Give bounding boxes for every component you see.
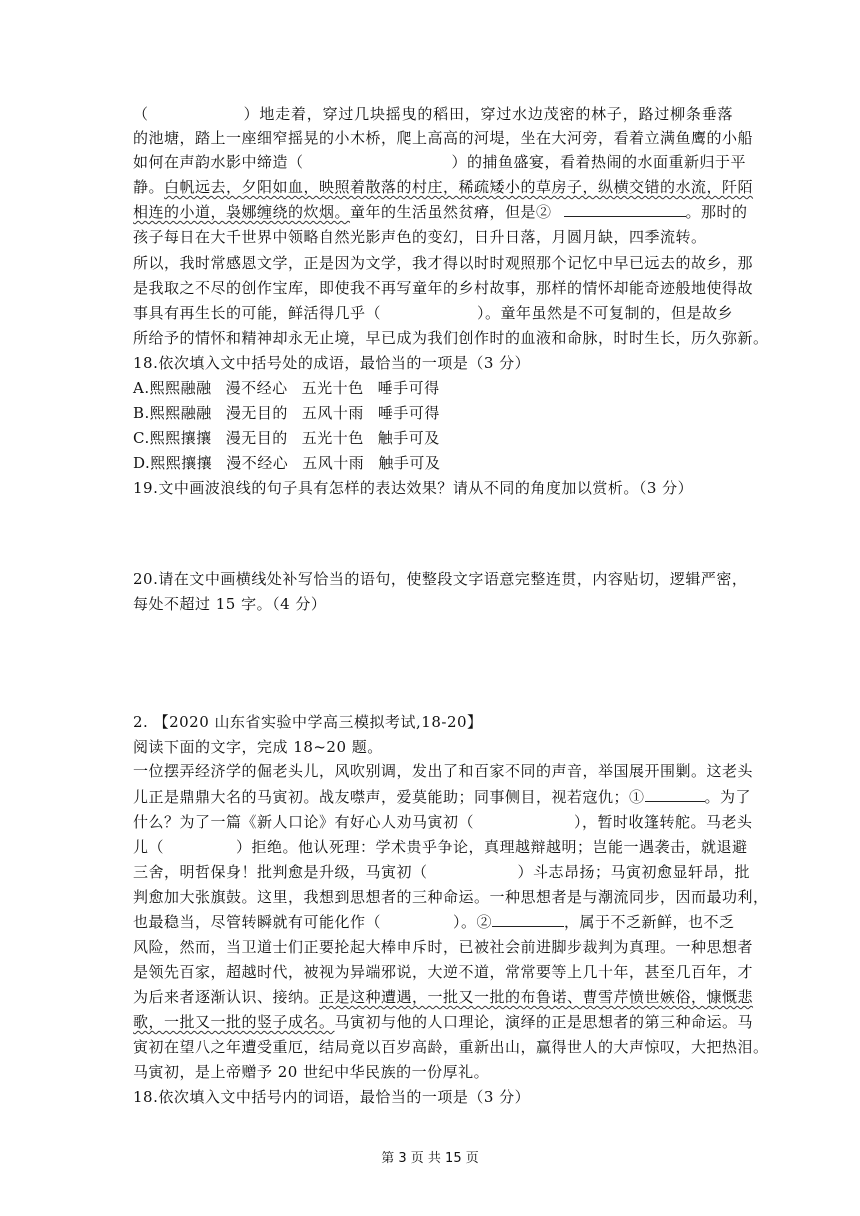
passage1-line-6: 孩子每日在大千世界中领略自然光影声色的变幻，日升日落，月圆月缺，四季流转。 [133,228,707,246]
option-word: 熙熙融融 [149,379,212,397]
option-word: 五风十雨 [301,404,364,422]
option-word: 漫无目的 [225,429,288,447]
option-word: 五风十雨 [302,454,365,472]
fill-in-blank-2[interactable] [564,202,686,217]
question-20-line-2: 每处不超过 15 字。（4 分） [133,595,327,613]
text-segment: ），暂时收篷转舵。马老头 [574,813,753,831]
option-label: D. [133,454,151,472]
text-segment: 也最稳当，尽管转瞬就有可能化作（ [133,913,382,931]
passage1-line-4 [133,177,754,197]
option-d[interactable] [133,453,733,473]
text-segment: 静。 [133,178,165,196]
option-word: 漫不经心 [225,379,288,397]
wavy-underlined-sentence: 正是这种遭遇，一批又一批的布鲁诺、曹雪芹愤世嫉俗，慷慨悲 [319,988,754,1006]
option-word: 唾手可得 [377,379,440,397]
fill-in-blank-2[interactable] [492,912,564,927]
section2-line-7 [133,912,733,932]
text-segment: 事具有再生长的可能，鲜活得几乎（ [133,304,382,322]
option-label: A. [133,379,150,397]
wavy-underlined-sentence: 白帆远去，夕阳如血，映照着散落的村庄，稀疏矮小的草房子，纵横交错的水流，阡陌 [164,178,754,196]
passage1-line-3 [133,152,747,172]
option-a[interactable] [133,378,733,398]
option-label: B. [133,404,150,422]
fill-in-blank-1[interactable] [645,787,705,802]
question-20-line-1: 20.请在文中画横线处补写恰当的语句，使整段文字语意完整连贯，内容贴切，逻辑严密， [133,570,748,588]
text-segment: 如何在声韵水影中缔造（ [133,153,304,171]
section2-line-2 [133,787,752,807]
text-segment: ，属于不乏新鲜，也不乏 [564,913,735,931]
section2-line-8: 风险，然而，当卫道士们正要抡起大棒申斥时，已被社会前进脚步裁判为真理。一种思想者 [133,938,754,956]
section2-line-9: 是领先百家，超越时代，被视为异端邪说，大逆不道，常常要等上几十年，甚至几百年，才 [133,963,754,981]
text-segment: 童年的生活虽然贫瘠，但是② [350,203,552,221]
passage1-line-2: 的池塘，踏上一座细窄摇晃的小木桥，爬上高高的河堤，坐在大河旁，看着立满鱼鹰的小船 [133,129,754,147]
text-segment: 马寅初与他的人口理论，演绎的正是思想者的第三种命运。马 [334,1013,754,1031]
section2-line-13: 马寅初，是上帝赠予 20 世纪中华民族的一份厚礼。 [133,1063,490,1081]
option-word: 触手可及 [378,454,441,472]
section-2-heading: 2. 【2020 山东省实验中学高三模拟考试,18-20】 [133,713,483,731]
text-segment: ）拒绝。他认死理：学术贵乎争论，真理越辩越明；岂能一遇袭击，就退避 [236,838,748,856]
page-footer: 第 3 页 共 15 页 [381,1151,479,1166]
option-word: 漫无目的 [225,404,288,422]
passage1-line-9 [133,303,733,323]
section2-line-5 [133,862,751,882]
passage1-line-10: 所给予的情怀和精神却永无止境，早已成为我们创作时的血液和命脉，时时生长，历久弥新。 [133,329,769,347]
option-c[interactable] [133,428,733,448]
text-segment: 为后来者逐渐认识、接纳。 [133,988,320,1006]
section2-line-1: 一位摆弄经济学的倔老头儿，风吹别调，发出了和百家不同的声音，举国展开围剿。这老头 [133,762,754,780]
text-segment: ）斗志昂扬；马寅初愈显轩昂，批 [517,863,751,881]
text-segment: 儿正是鼎鼎大名的马寅初。战友噤声，爱莫能助；同事侧目，视若寇仇；① [133,788,645,806]
option-word: 熙熙攘攘 [149,429,212,447]
text-segment: ）的捕鱼盛宴，看着热闹的水面重新归于平 [451,153,747,171]
text-segment: 什么？为了一篇《新人口论》有好心人劝马寅初（ [133,813,475,831]
option-word: 熙熙融融 [149,404,212,422]
text-segment: 儿（ [133,838,165,856]
option-word: 唾手可得 [377,404,440,422]
passage1-line-5 [133,202,748,222]
passage1-line-7: 所以，我时常感恩文学，正是因为文学，我才得以时时观照那个记忆中早已远去的故乡，那 [133,254,754,272]
wavy-underlined-sentence: 歌，一批又一批的竖子成名。 [133,1013,335,1031]
option-word: 五光十色 [301,379,364,397]
option-b[interactable] [133,403,733,423]
section2-line-6: 判愈加大张旗鼓。这里，我想到思想者的三种命运。一种思想者是与潮流同步，因而最功利， [133,888,769,906]
option-word: 触手可及 [377,429,440,447]
option-label: C. [133,429,150,447]
option-word: 五光十色 [301,429,364,447]
section2-line-4 [133,837,748,857]
wavy-underlined-sentence: 相连的小道，袅娜缠绕的炊烟。 [133,203,351,221]
text-segment: ）。② [453,913,493,931]
section2-line-11 [133,1012,754,1032]
section-2-intro: 阅读下面的文字，完成 18~20 题。 [133,738,383,756]
text-segment: 。为了 [704,788,752,806]
text-segment: 三舍，明哲保身！批判愈是升级，马寅初（ [133,863,428,881]
text-segment: 。那时的 [685,203,748,221]
section-2-question-18: 18.依次填入文中括号内的词语，最恰当的一项是（3 分） [133,1088,531,1106]
text-segment: ）。童年虽然是不可复制的，但是故乡 [477,304,734,322]
passage1-line-1: （ ）地走着，穿过几块摇曳的稻田，穿过水边茂密的林子，路过柳条垂落 [133,105,733,123]
option-word: 漫不经心 [226,454,289,472]
section2-line-12: 寅初在望八之年遭受重厄，结局竟以百岁高龄，重新出山，赢得世人的大声惊叹，大把热泪。 [133,1038,769,1056]
section2-line-3 [133,812,753,832]
question-19: 19.文中画波浪线的句子具有怎样的表达效果？请从不同的角度加以赏析。（3 分） [133,479,694,497]
option-word: 熙熙攘攘 [150,454,213,472]
passage1-line-8: 是我取之不尽的创作宝库，即使我不再写童年的乡村故事，那样的情怀却能奇迹般地使得故 [133,279,754,297]
section2-line-10 [133,987,754,1007]
question-18-stem: 18.依次填入文中括号处的成语，最恰当的一项是（3 分） [133,354,531,372]
